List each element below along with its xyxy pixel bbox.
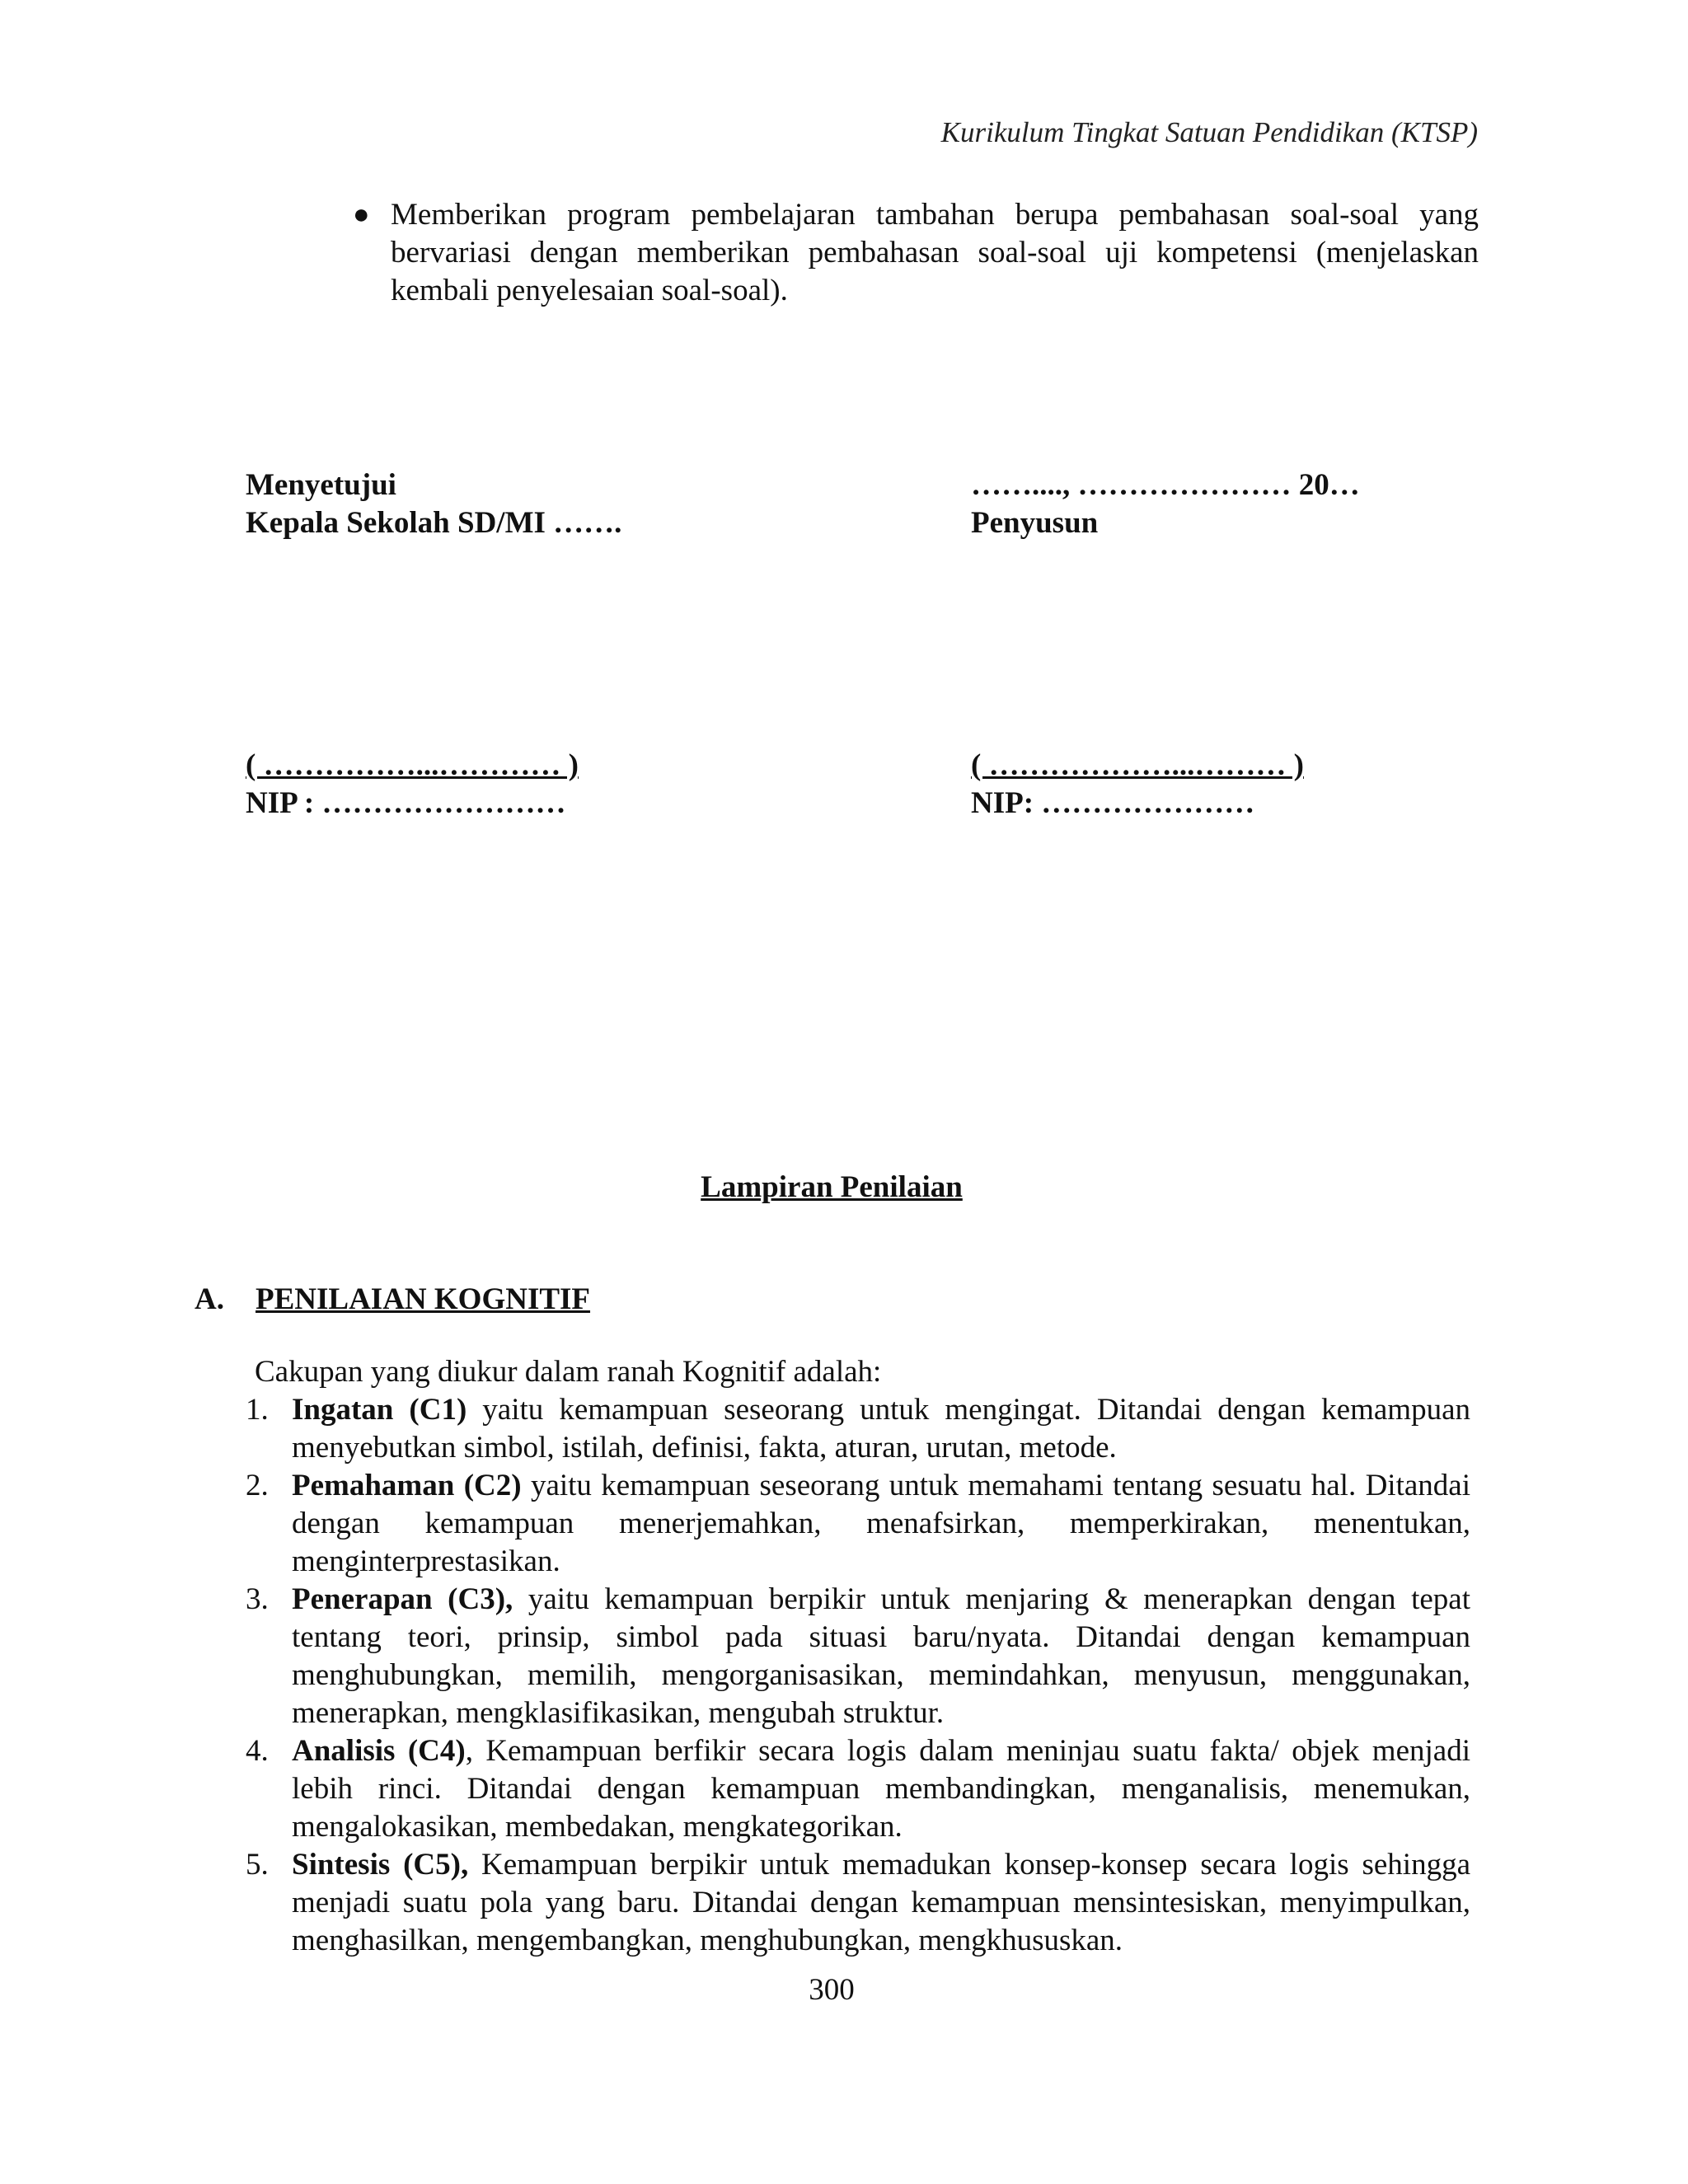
list-item <box>246 1846 1470 1960</box>
item-description: yaitu kemampuan berpikir untuk menjaring & menerapkan dengan tepat tentang teori, prinsip, simbol pada situasi baru/nyata. Ditandai dengan kemampuan menghubungkan, memilih, mengorganisasikan, memindahkan, menyusun, menggunakan, menerapkan, mengklasifikasikan, mengubah struktur. <box>292 1582 1470 1730</box>
compiler-block <box>971 466 1360 542</box>
section-title: PENILAIAN KOGNITIF <box>256 1282 591 1316</box>
remedial-bullet-text: Memberikan program pembelajaran tambahan berupa pembahasan soal-soal yang bervariasi dengan memberikan pembahasan soal-soal uji kompetensi (menjelaskan kembali penyelesaian soal-soal). <box>391 198 1479 307</box>
item-term: Penerapan (C3), <box>292 1582 513 1616</box>
page-number: 300 <box>809 1973 855 2007</box>
approval-label: Menyetujui <box>246 468 396 502</box>
running-header: Kurikulum Tingkat Satuan Pendidikan (KTSP) <box>940 116 1478 148</box>
item-description: yaitu kemampuan seseorang untuk memahami tentang sesuatu hal. Ditandai dengan kemampuan menerjemahkan, menafsirkan, memperkirakan, menentukan, menginterprestasikan. <box>292 1469 1470 1578</box>
compiler-title: Penyusun <box>971 506 1099 540</box>
item-term: Ingatan (C1) <box>292 1393 467 1427</box>
item-number: 4. <box>246 1734 269 1768</box>
compiler-name-line: ( ………………...……… ) <box>971 748 1304 782</box>
approval-block <box>246 466 621 542</box>
section-number: A. <box>195 1282 224 1316</box>
appendix-title: Lampiran Penilaian <box>701 1170 963 1204</box>
section-intro: Cakupan yang diukur dalam ranah Kognitif adalah: <box>255 1355 882 1389</box>
list-item <box>246 1391 1470 1467</box>
principal-title: Kepala Sekolah SD/MI ……. <box>246 506 622 540</box>
compiler-signature <box>971 747 1304 823</box>
item-number: 5. <box>246 1848 269 1882</box>
item-number: 2. <box>246 1469 269 1502</box>
remedial-bullet <box>353 196 1479 310</box>
item-number: 3. <box>246 1582 269 1616</box>
list-item <box>246 1732 1470 1846</box>
place-date-line: ……...., ………………… 20… <box>971 468 1360 502</box>
bullet-icon: ● <box>353 199 370 230</box>
item-description: Kemampuan berpikir untuk memadukan konsep-konsep secara logis sehingga menjadi suatu pola yang baru. Ditandai dengan kemampuan mensintesiskan, menyimpulkan, menghasilkan, mengembangkan, menghubungkan, mengkhususkan. <box>292 1848 1470 1957</box>
list-item <box>246 1581 1470 1732</box>
principal-nip: NIP : …………………… <box>246 786 566 820</box>
principal-signature <box>246 747 579 823</box>
item-description: , Kemampuan berfikir secara logis dalam meninjau suatu fakta/ objek menjadi lebih rinci. Ditandai dengan kemampuan membandingkan, menganalisis, menemukan, mengalokasikan, membedakan, mengkategorikan. <box>292 1734 1470 1844</box>
compiler-nip: NIP: ………………… <box>971 786 1255 820</box>
item-term: Analisis (C4) <box>292 1734 466 1768</box>
section-heading <box>195 1281 590 1319</box>
cognitive-levels-list <box>246 1391 1470 1960</box>
principal-name-line: ( ……………...………… ) <box>246 748 579 782</box>
item-number: 1. <box>246 1393 269 1427</box>
item-term: Pemahaman (C2) <box>292 1469 522 1502</box>
item-term: Sintesis (C5), <box>292 1848 469 1882</box>
list-item <box>246 1467 1470 1581</box>
item-description: yaitu kemampuan seseorang untuk mengingat. Ditandai dengan kemampuan menyebutkan simbol, istilah, definisi, fakta, aturan, urutan, metode. <box>292 1393 1471 1465</box>
